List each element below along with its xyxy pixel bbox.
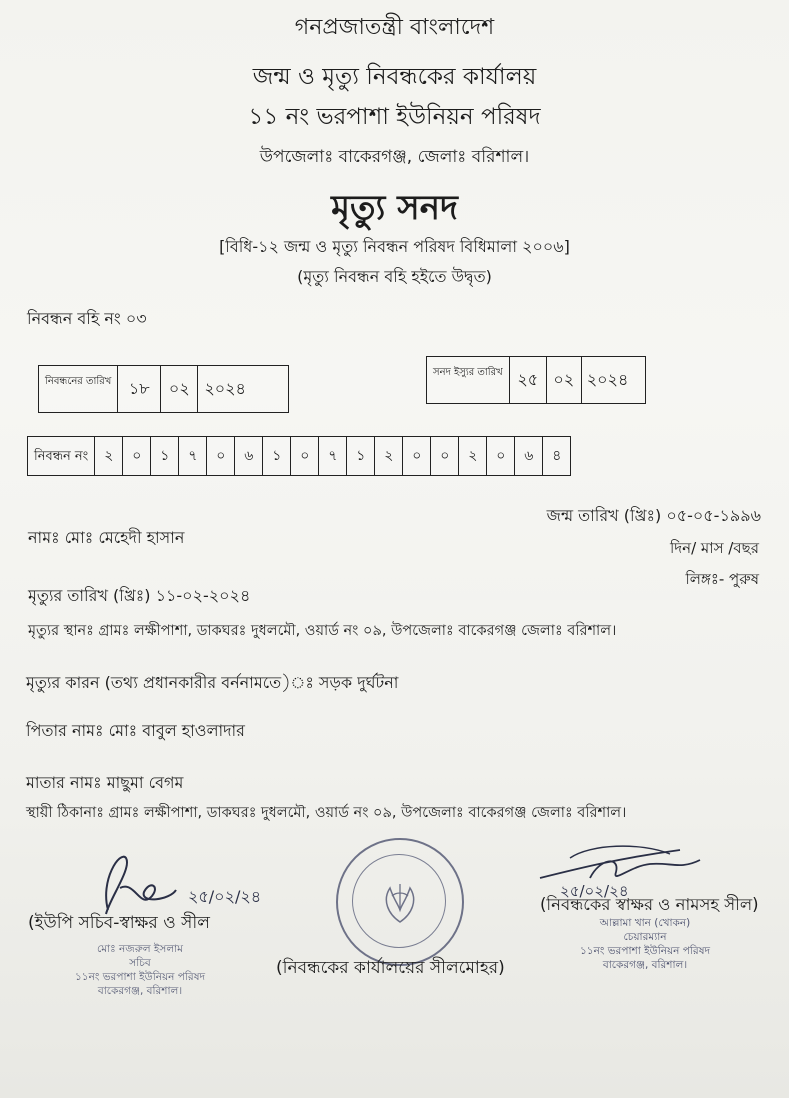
death-place: মৃত্যুর স্থানঃ গ্রামঃ লক্ষীপাশা, ডাকঘরঃ দুধলমৌ, ওয়ার্ড নং ০৯, উপজেলাঃ বাকেরগঞ্জ জেলাঃ বরিশাল। [28,623,617,639]
secretary-stamp-title: সচিব [129,957,151,969]
office-seal-icon [336,838,464,966]
date-of-birth: জন্ম তারিখ (খ্রিঃ) ০৫-০৫-১৯৯৬ [546,506,761,525]
registrar-signature-date: ২৫/০২/২৪ [560,882,629,900]
registration-digit: ০ [123,437,151,475]
gender: লিঙ্গঃ- পুরুষ [685,570,759,588]
registration-digit: ০ [291,437,319,475]
rule-reference: [বিধি-১২ জন্ম ও মৃত্যু নিবন্ধন পরিষদ বিধিমালা ২০০৬] [219,237,570,256]
death-date: মৃত্যুর তারিখ (খ্রিঃ) ১১-০২-২০২৪ [28,586,251,605]
registration-digit: ৪ [552,448,562,464]
issue-year: ২০২৪ [586,369,629,389]
registration-year: ২০২৪ [204,378,246,398]
registration-digit: ০ [207,437,235,475]
registrar-stamp-name: আল্লামা খান (খোকন) [599,917,691,929]
registration-digit: ১ [347,437,375,475]
registration-number-label: নিবন্ধন নং [28,437,95,475]
secretary-caption: (ইউপি সচিব-স্বাক্ষর ও সীল [28,913,210,933]
union-name: ১১ নং ভরপাশা ইউনিয়ন পরিষদ [248,104,541,130]
registration-digit: ১ [263,437,291,475]
registration-digit: ০ [431,437,459,475]
person-name: নামঃ মোঃ মেহেদী হাসান [28,528,185,547]
source-note: (মৃত্যু নিবন্ধন বহি হইতে উদ্বৃত) [297,267,492,286]
registrar-stamp-union: ১১নং ভরপাশা ইউনিয়ন পরিষদ [579,945,711,957]
registrar-caption: (নিবন্ধকের স্বাক্ষর ও নামসহ সীল) [540,895,759,914]
registration-digit: ০ [487,437,515,475]
registration-digit: ২ [375,437,403,475]
registration-digit: ৬ [515,437,543,475]
office-name: জন্ম ও মৃত্যু নিবন্ধকের কার্যালয় [252,64,537,90]
issue-date-box [426,356,646,404]
secretary-stamp [40,942,240,998]
document-title: মৃত্যু সনদ [331,188,458,228]
registration-digit: ৬ [235,437,263,475]
issue-day: ২৫ [510,357,547,403]
issue-date-label: সনদ ইস্যুর তারিখ [427,357,510,403]
registration-digit: ৭ [319,437,347,475]
secretary-signature-date: ২৫/০২/২৪ [188,887,262,906]
date-format-note: দিন/ মাস /বছর [669,539,759,557]
registration-number-digits [95,437,570,475]
registration-month: ০২ [161,366,198,412]
registrar-stamp-title: চেয়ারম্যান [623,931,667,943]
country-name: গনপ্রজাতন্ত্রী বাংলাদেশ [294,15,495,40]
registration-date-box [38,365,289,413]
death-cause: মৃত্যুর কারন (তথ্য প্রধানকারীর বর্ননামতে)ঃ সড়ক দুর্ঘটনা [26,673,399,692]
secretary-stamp-area: বাকেরগঞ্জ, বরিশাল। [97,985,183,997]
issue-month: ০২ [547,357,582,403]
mother-name: মাতার নামঃ মাছুমা বেগম [26,773,184,792]
registration-digit: ১ [151,437,179,475]
registration-digit: ০ [403,437,431,475]
registration-digit: ২ [95,437,123,475]
secretary-stamp-name: মোঃ নজরুল ইসলাম [96,943,184,955]
office-address: উপজেলাঃ বাকেরগঞ্জ, জেলাঃ বরিশাল। [259,147,530,167]
secretary-stamp-union: ১১নং ভরপাশা ইউনিয়ন পরিষদ [74,971,206,983]
registrar-stamp-area: বাকেরগঞ্জ, বরিশাল। [602,959,688,971]
registrar-stamp [555,916,735,972]
register-book-number: নিবন্ধন বহি নং ০৩ [27,309,147,328]
office-seal-caption: (নিবন্ধকের কার্যালয়ের সীলমোহর) [276,958,505,978]
permanent-address: স্থায়ী ঠিকানাঃ গ্রামঃ লক্ষীপাশা, ডাকঘরঃ দুধলমৌ, ওয়ার্ড নং ০৯, উপজেলাঃ বাকেরগঞ্জ জেলাঃ বরিশাল। [26,805,627,821]
registration-day: ১৮ [118,366,161,412]
father-name: পিতার নামঃ মোঃ বাবুল হাওলাদার [26,721,245,740]
registration-digit: ৭ [179,437,207,475]
registration-date-label: নিবন্ধনের তারিখ [39,366,118,412]
registration-number-box [27,436,571,476]
secretary-signature-icon [80,840,280,920]
registration-digit: ২ [459,437,487,475]
